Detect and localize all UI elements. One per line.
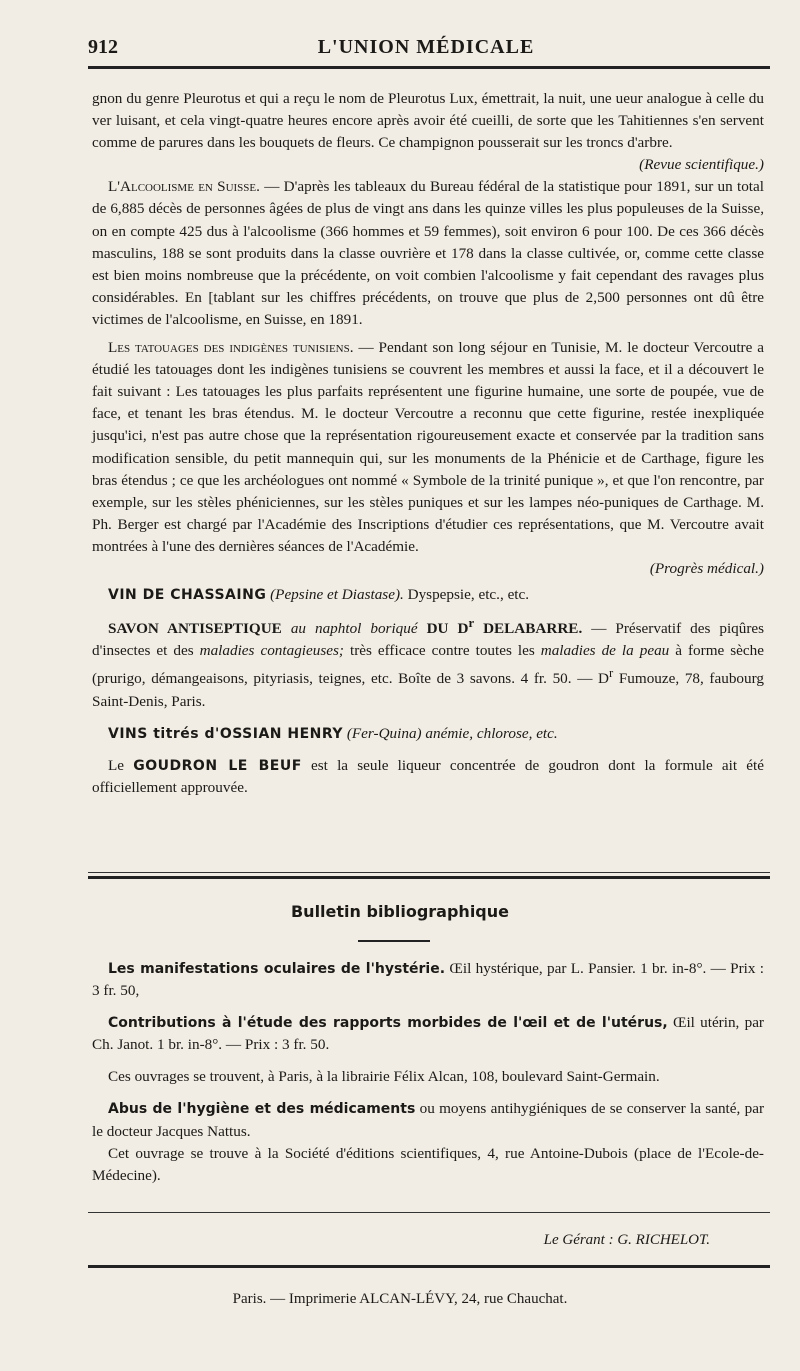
alcoholism-body: — D'après les tableaux du Bureau fédéral de la statistique pour 1891, sur un total de 6,885 décès de personnes âgées de plus de vingt ans dans les quinze villes les plus populeuses de la Suisse, on en compte 425 dus à l'alcoolisme (366 hommes et 59 femmes), soit environ 6 pour 100. De ces 366 décès masculins, 188 se sont produits dans la classe ouvrière et 178 dans la classe cultivée, or, comme cette classe est bien moins nombreuse que la précédente, on voit combien l'alcoolisme y fait cependant des ravages plus considérables. En [tablant sur les chiffres précédents, on trouve que plus de 2,500 personnes ont dû être victimes de l'alcoolisme, en Suisse, en 1891. <box>92 178 764 328</box>
entry-title: Contributions à l'étude des rapports morbides de l'œil et de l'utérus, <box>108 1015 668 1032</box>
ad-savon-sub: au naphtol boriqué <box>290 620 418 638</box>
entry-body: Œil utérin, par Ch. Janot. 1 br. in-8°. — Prix : 3 fr. 50. <box>92 1014 764 1054</box>
footer-rule-top <box>88 1212 770 1213</box>
ad-vin-title: VIN DE CHASSAING <box>108 587 267 604</box>
journal-title: L'UNION MÉDICALE <box>317 36 535 58</box>
ad-goudron <box>92 755 764 799</box>
header-rule <box>88 66 770 69</box>
ad-savon <box>92 612 764 713</box>
ad-savon-title: SAVON ANTISEPTIQUE <box>108 620 282 638</box>
section-rule-top <box>88 872 770 873</box>
tattoos-heading: Les tatouages des indigènes tunisiens. <box>108 339 354 357</box>
bibliography-title-rule <box>358 940 430 942</box>
tattoos-paragraph <box>92 337 764 558</box>
ad-savon-author: DELABARRE. <box>483 620 583 638</box>
alcoholism-paragraph <box>92 176 764 331</box>
page-number: 912 <box>88 36 118 58</box>
ad-savon-body-1: — Préservatif des piqûres d'insectes et des <box>92 620 765 660</box>
bibliography-entry <box>92 958 764 1002</box>
mushroom-text: gnon du genre Pleurotus et qui a reçu le nom de Pleurotus Lux, émettrait, la nuit, une ueur analogue à celle du ver luisant, et cela vingt-quatre heures encore après avoir été cueilli, de sorte que les Tahitiennes s'en servent comme de parures dans les bouquets de fleurs. Ce champignon pousserait sur les troncs d'arbre. <box>92 90 764 152</box>
manager-signature <box>470 1232 710 1249</box>
bibliography-title: Bulletin bibliographique <box>290 902 509 921</box>
ad-savon-body-sup: r <box>609 666 614 681</box>
ad-goudron-body: est la seule liqueur concentrée de goudron dont la formule ait été officiellement approuvée. <box>92 756 765 796</box>
ad-savon-body-3: très efficace contre toutes les <box>349 642 535 660</box>
section-rule-bottom <box>88 876 770 879</box>
entry-body: ou moyens antihygiéniques de se conserver la santé, par le docteur Jacques Nattus. <box>92 1100 765 1140</box>
printer-line: Paris. — Imprimerie ALCAN-LÉVY, 24, rue Chauchat. <box>232 1291 568 1307</box>
manager-line: Le Gérant : G. RICHELOT. <box>543 1232 710 1248</box>
tattoos-source-line <box>92 558 764 580</box>
article-column <box>92 88 764 799</box>
mushroom-paragraph <box>92 88 764 174</box>
bibliography-note: Cet ouvrage se trouve à la Société d'éditions scientifiques, 4, rue Antoine-Dubois (place de l'Ecole-de-Médecine). <box>92 1144 764 1184</box>
bibliography-list <box>92 958 764 1187</box>
ad-savon-body-6: Fumouze, 78, faubourg Saint-Denis, Paris. <box>92 670 764 710</box>
ad-savon-du: DU D <box>426 620 469 638</box>
ad-savon-dr-sup: r <box>468 616 475 631</box>
entry-title: Abus de l'hygiène et des médicaments <box>108 1101 416 1118</box>
footer-rule <box>88 1265 770 1268</box>
ad-vin-rest: Dyspepsie, etc., etc. <box>407 586 530 604</box>
entry-title: Les manifestations oculaires de l'hystérie. <box>108 961 446 977</box>
bibliography-entry <box>92 1098 764 1142</box>
ad-savon-body-2: maladies contagieuses; <box>199 642 344 660</box>
mushroom-source: (Revue scientifique.) <box>639 156 764 174</box>
bibliography-entry <box>92 1012 764 1056</box>
page-header <box>88 36 764 64</box>
tattoos-body: — Pendant son long séjour en Tunisie, M. le docteur Vercoutre a étudié les tatouages dont les indigènes tunisiens se couvrent les membres et aussi la face, et il a découvert le fait suivant : Les tatouages les plus parfaits représentent une figurine humaine, une sorte de poupée, vue de face, et tenant les bras étendus. M. le docteur Vercoutre a reconnu que cette figurine, restée inexpliquée jusqu'ici, n'est pas autre chose que la représentation rigoureusement exacte et conservée par la tradition sans modification sensible, du petit mannequin qui, sur les monuments de la Phénicie et de Carthage, figure les bras étendus ; ce que les archéologues ont nommé « Symbole de la trinité punique », et que l'on rencontre, par exemple, sur les stèles phéniciennes, sur les stèles puniques et sur les lampes néo-puniques de Carthage. M. Ph. Berger est chargé par l'Académie des Inscriptions d'étudier ces représentations, que M. Vercoutre avait montrées à l'une des dernières séances de l'Académie. <box>92 339 764 555</box>
alcoholism-heading: L'Alcoolisme en Suisse. <box>108 178 260 196</box>
ad-savon-body-4: maladies de la peau <box>540 642 670 660</box>
ad-vins-sub: (Fer-Quina) anémie, chlorose, etc. <box>346 724 558 742</box>
ad-vins-title: VINS titrés d'OSSIAN HENRY <box>108 725 344 742</box>
ad-vins <box>92 723 764 745</box>
ad-goudron-pre: Le <box>108 756 125 774</box>
ad-goudron-title: GOUDRON LE BEUF <box>133 757 302 774</box>
bibliography-note: Ces ouvrages se trouvent, à Paris, à la librairie Félix Alcan, 108, boulevard Saint-Germain. <box>108 1068 660 1086</box>
ad-vin <box>92 584 764 606</box>
tattoos-source: (Progrès médical.) <box>649 559 764 577</box>
ad-vin-sub: (Pepsine et Diastase). <box>270 586 404 604</box>
ad-savon-body-5: à forme sèche (prurigo, démangeaisons, pityriasis, teignes, etc. Boîte de 3 savons. 4 fr. 50. — D <box>92 642 764 688</box>
entry-body: Œil hystérique, par L. Pansier. 1 br. in-8°. — Prix : 3 fr. 50, <box>92 960 765 1000</box>
